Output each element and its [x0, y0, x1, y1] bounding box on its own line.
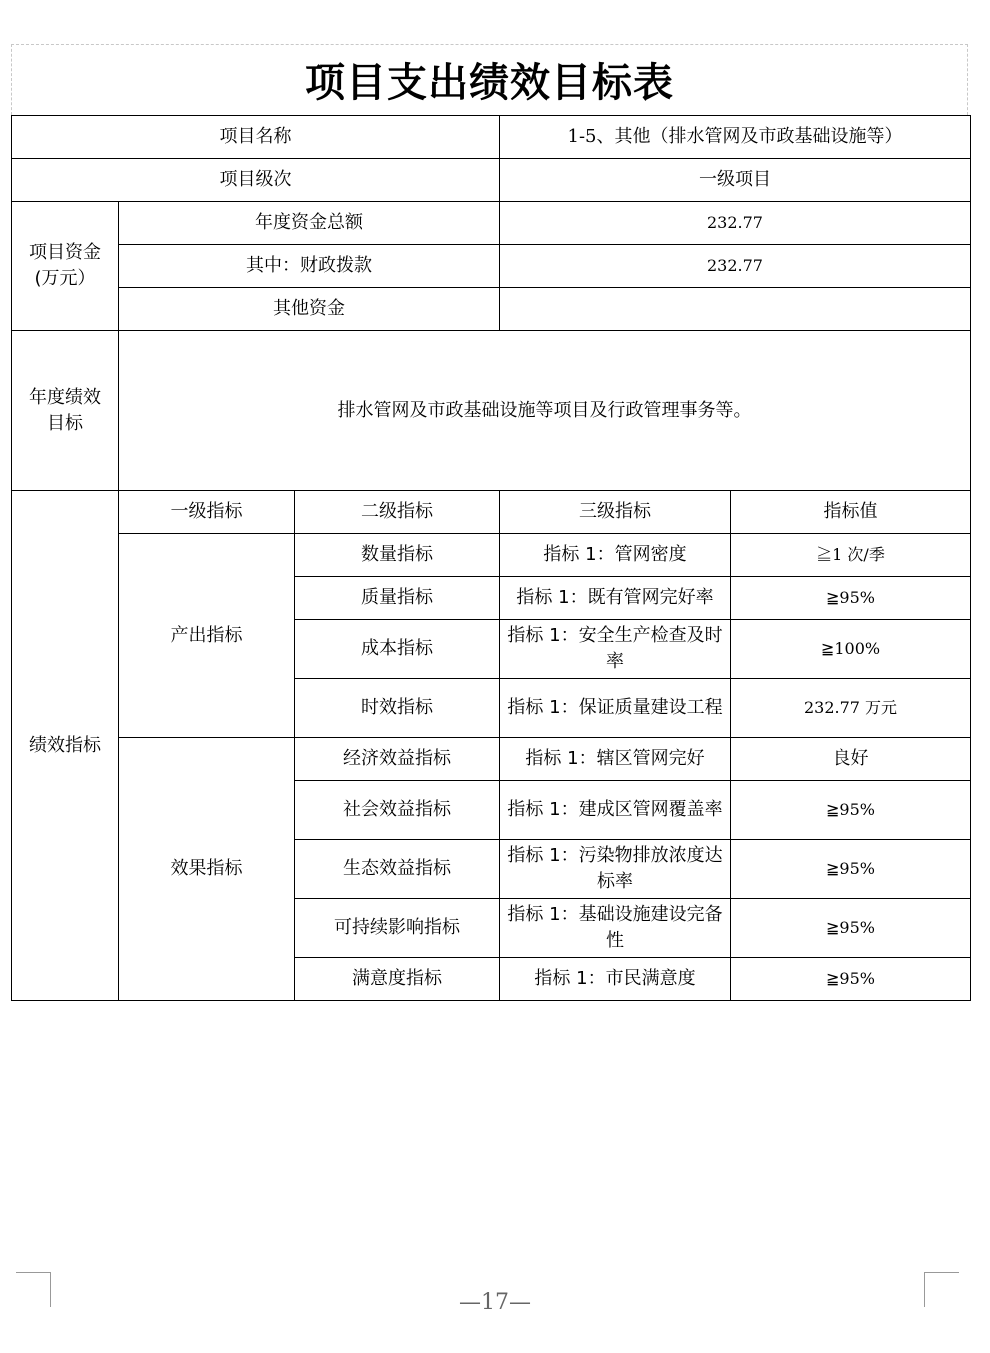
level2-cell: 生态效益指标 — [295, 840, 500, 899]
header-level3: 三级指标 — [500, 491, 731, 534]
level2-cell: 成本指标 — [295, 620, 500, 679]
indicators-section-label: 绩效指标 — [12, 491, 119, 1001]
table-row — [12, 534, 971, 577]
header-level1: 一级指标 — [119, 491, 295, 534]
value-cell: ≧95% — [731, 840, 971, 899]
value-cell: ≧95% — [731, 899, 971, 958]
funds-label: 项目资金 (万元） — [12, 202, 119, 331]
table-row — [12, 245, 971, 288]
table-row — [12, 738, 971, 781]
table-row — [12, 116, 971, 159]
total-funds-label: 年度资金总额 — [119, 202, 500, 245]
table-row — [12, 331, 971, 491]
level3-cell: 指标 1：保证质量建设工程 — [500, 679, 731, 738]
value-cell: 232.77 万元 — [731, 679, 971, 738]
output-indicator-label: 产出指标 — [119, 534, 295, 738]
value-cell: ≧95% — [731, 781, 971, 840]
page-title: 项目支出绩效目标表 — [305, 59, 674, 106]
level2-cell: 可持续影响指标 — [295, 899, 500, 958]
level2-cell: 社会效益指标 — [295, 781, 500, 840]
project-level-value: 一级项目 — [500, 159, 971, 202]
annual-goal-value: 排水管网及市政基础设施等项目及行政管理事务等。 — [119, 331, 971, 491]
fiscal-funds-value: 232.77 — [500, 245, 971, 288]
level3-cell: 指标 1：市民满意度 — [500, 958, 731, 1001]
other-funds-label: 其他资金 — [119, 288, 500, 331]
level2-cell: 时效指标 — [295, 679, 500, 738]
value-cell: ≧95% — [731, 958, 971, 1001]
level3-cell: 指标 1：污染物排放浓度达标率 — [500, 840, 731, 899]
title-box — [11, 44, 968, 115]
level3-cell: 指标 1：安全生产检查及时率 — [500, 620, 731, 679]
project-level-label: 项目级次 — [12, 159, 500, 202]
level3-cell: 指标 1：辖区管网完好 — [500, 738, 731, 781]
table-row — [12, 491, 971, 534]
project-name-label: 项目名称 — [12, 116, 500, 159]
total-funds-value: 232.77 — [500, 202, 971, 245]
level2-cell: 质量指标 — [295, 577, 500, 620]
fiscal-funds-label: 其中：财政拨款 — [119, 245, 500, 288]
level3-cell: 指标 1：既有管网完好率 — [500, 577, 731, 620]
level3-cell: 指标 1：基础设施建设完备性 — [500, 899, 731, 958]
performance-table — [11, 115, 971, 1001]
header-level2: 二级指标 — [295, 491, 500, 534]
value-cell: ≧1 次/季 — [731, 534, 971, 577]
table-row — [12, 288, 971, 331]
page-number: —17— — [459, 1290, 531, 1315]
other-funds-value — [500, 288, 971, 331]
level2-cell: 数量指标 — [295, 534, 500, 577]
project-name-value: 1-5、其他（排水管网及市政基础设施等） — [500, 116, 971, 159]
level3-cell: 指标 1：管网密度 — [500, 534, 731, 577]
level2-cell: 满意度指标 — [295, 958, 500, 1001]
value-cell: ≧100% — [731, 620, 971, 679]
annual-goal-label: 年度绩效 目标 — [12, 331, 119, 491]
table-row — [12, 202, 971, 245]
effect-indicator-label: 效果指标 — [119, 738, 295, 1001]
value-cell: 良好 — [731, 738, 971, 781]
level3-cell: 指标 1：建成区管网覆盖率 — [500, 781, 731, 840]
header-value: 指标值 — [731, 491, 971, 534]
value-cell: ≧95% — [731, 577, 971, 620]
table-row — [12, 159, 971, 202]
level2-cell: 经济效益指标 — [295, 738, 500, 781]
